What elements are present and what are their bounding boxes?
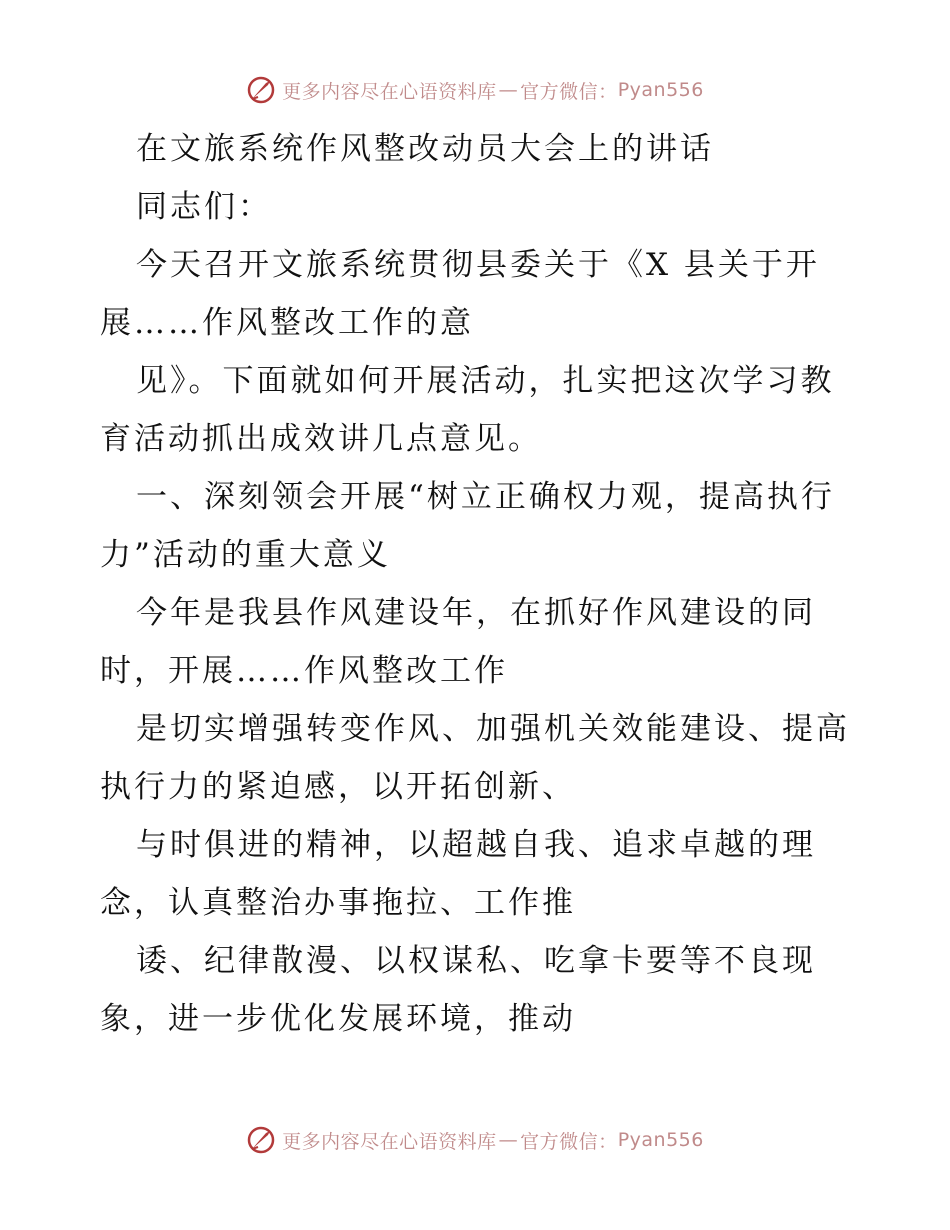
text-line: 力”活动的重大意义 (100, 537, 391, 573)
watermark-dash: — (498, 79, 519, 101)
watermark-wechat-label: 官方微信： (520, 1130, 618, 1153)
watermark-text: 更多内容尽在心语资料库 (282, 1130, 497, 1153)
document-body (100, 120, 860, 1048)
quill-logo-icon (246, 1125, 276, 1155)
watermark-wechat-id: Pyan556 (617, 1129, 704, 1151)
text-line: 象，进一步优化发展环境，推动 (100, 1001, 576, 1037)
watermark-footer (0, 1122, 950, 1158)
text-line: 同志们： (136, 189, 272, 225)
text-line: 与时俱进的精神，以超越自我、追求卓越的理 (136, 827, 816, 863)
watermark-header (0, 72, 950, 108)
text-line: 育活动抓出成效讲几点意见。 (100, 421, 542, 457)
watermark-wechat-id: Pyan556 (617, 79, 704, 101)
text-line: 见》。下面就如何开展活动，扎实把这次学习教 (136, 363, 835, 399)
text-line: 展……作风整改工作的意 (100, 305, 474, 341)
text-line: 诿、纪律散漫、以权谋私、吃拿卡要等不良现 (136, 943, 816, 979)
watermark-wechat-label: 官方微信： (520, 80, 618, 103)
text-line: 念，认真整治办事拖拉、工作推 (100, 885, 576, 921)
text-line: 在文旅系统作风整改动员大会上的讲话 (136, 131, 714, 167)
text-line: 一、深刻领会开展“树立正确权力观，提高执行 (136, 479, 835, 515)
text-line: 今天召开文旅系统贯彻县委关于《X 县关于开 (136, 247, 820, 283)
quill-logo-icon (246, 75, 276, 105)
watermark-text: 更多内容尽在心语资料库 (282, 80, 497, 103)
watermark-dash: — (498, 1129, 519, 1151)
text-line: 是切实增强转变作风、加强机关效能建设、提高 (136, 711, 850, 747)
text-line: 执行力的紧迫感，以开拓创新、 (100, 769, 576, 805)
text-line: 今年是我县作风建设年，在抓好作风建设的同 (136, 595, 816, 631)
text-line: 时，开展……作风整改工作 (100, 653, 508, 689)
